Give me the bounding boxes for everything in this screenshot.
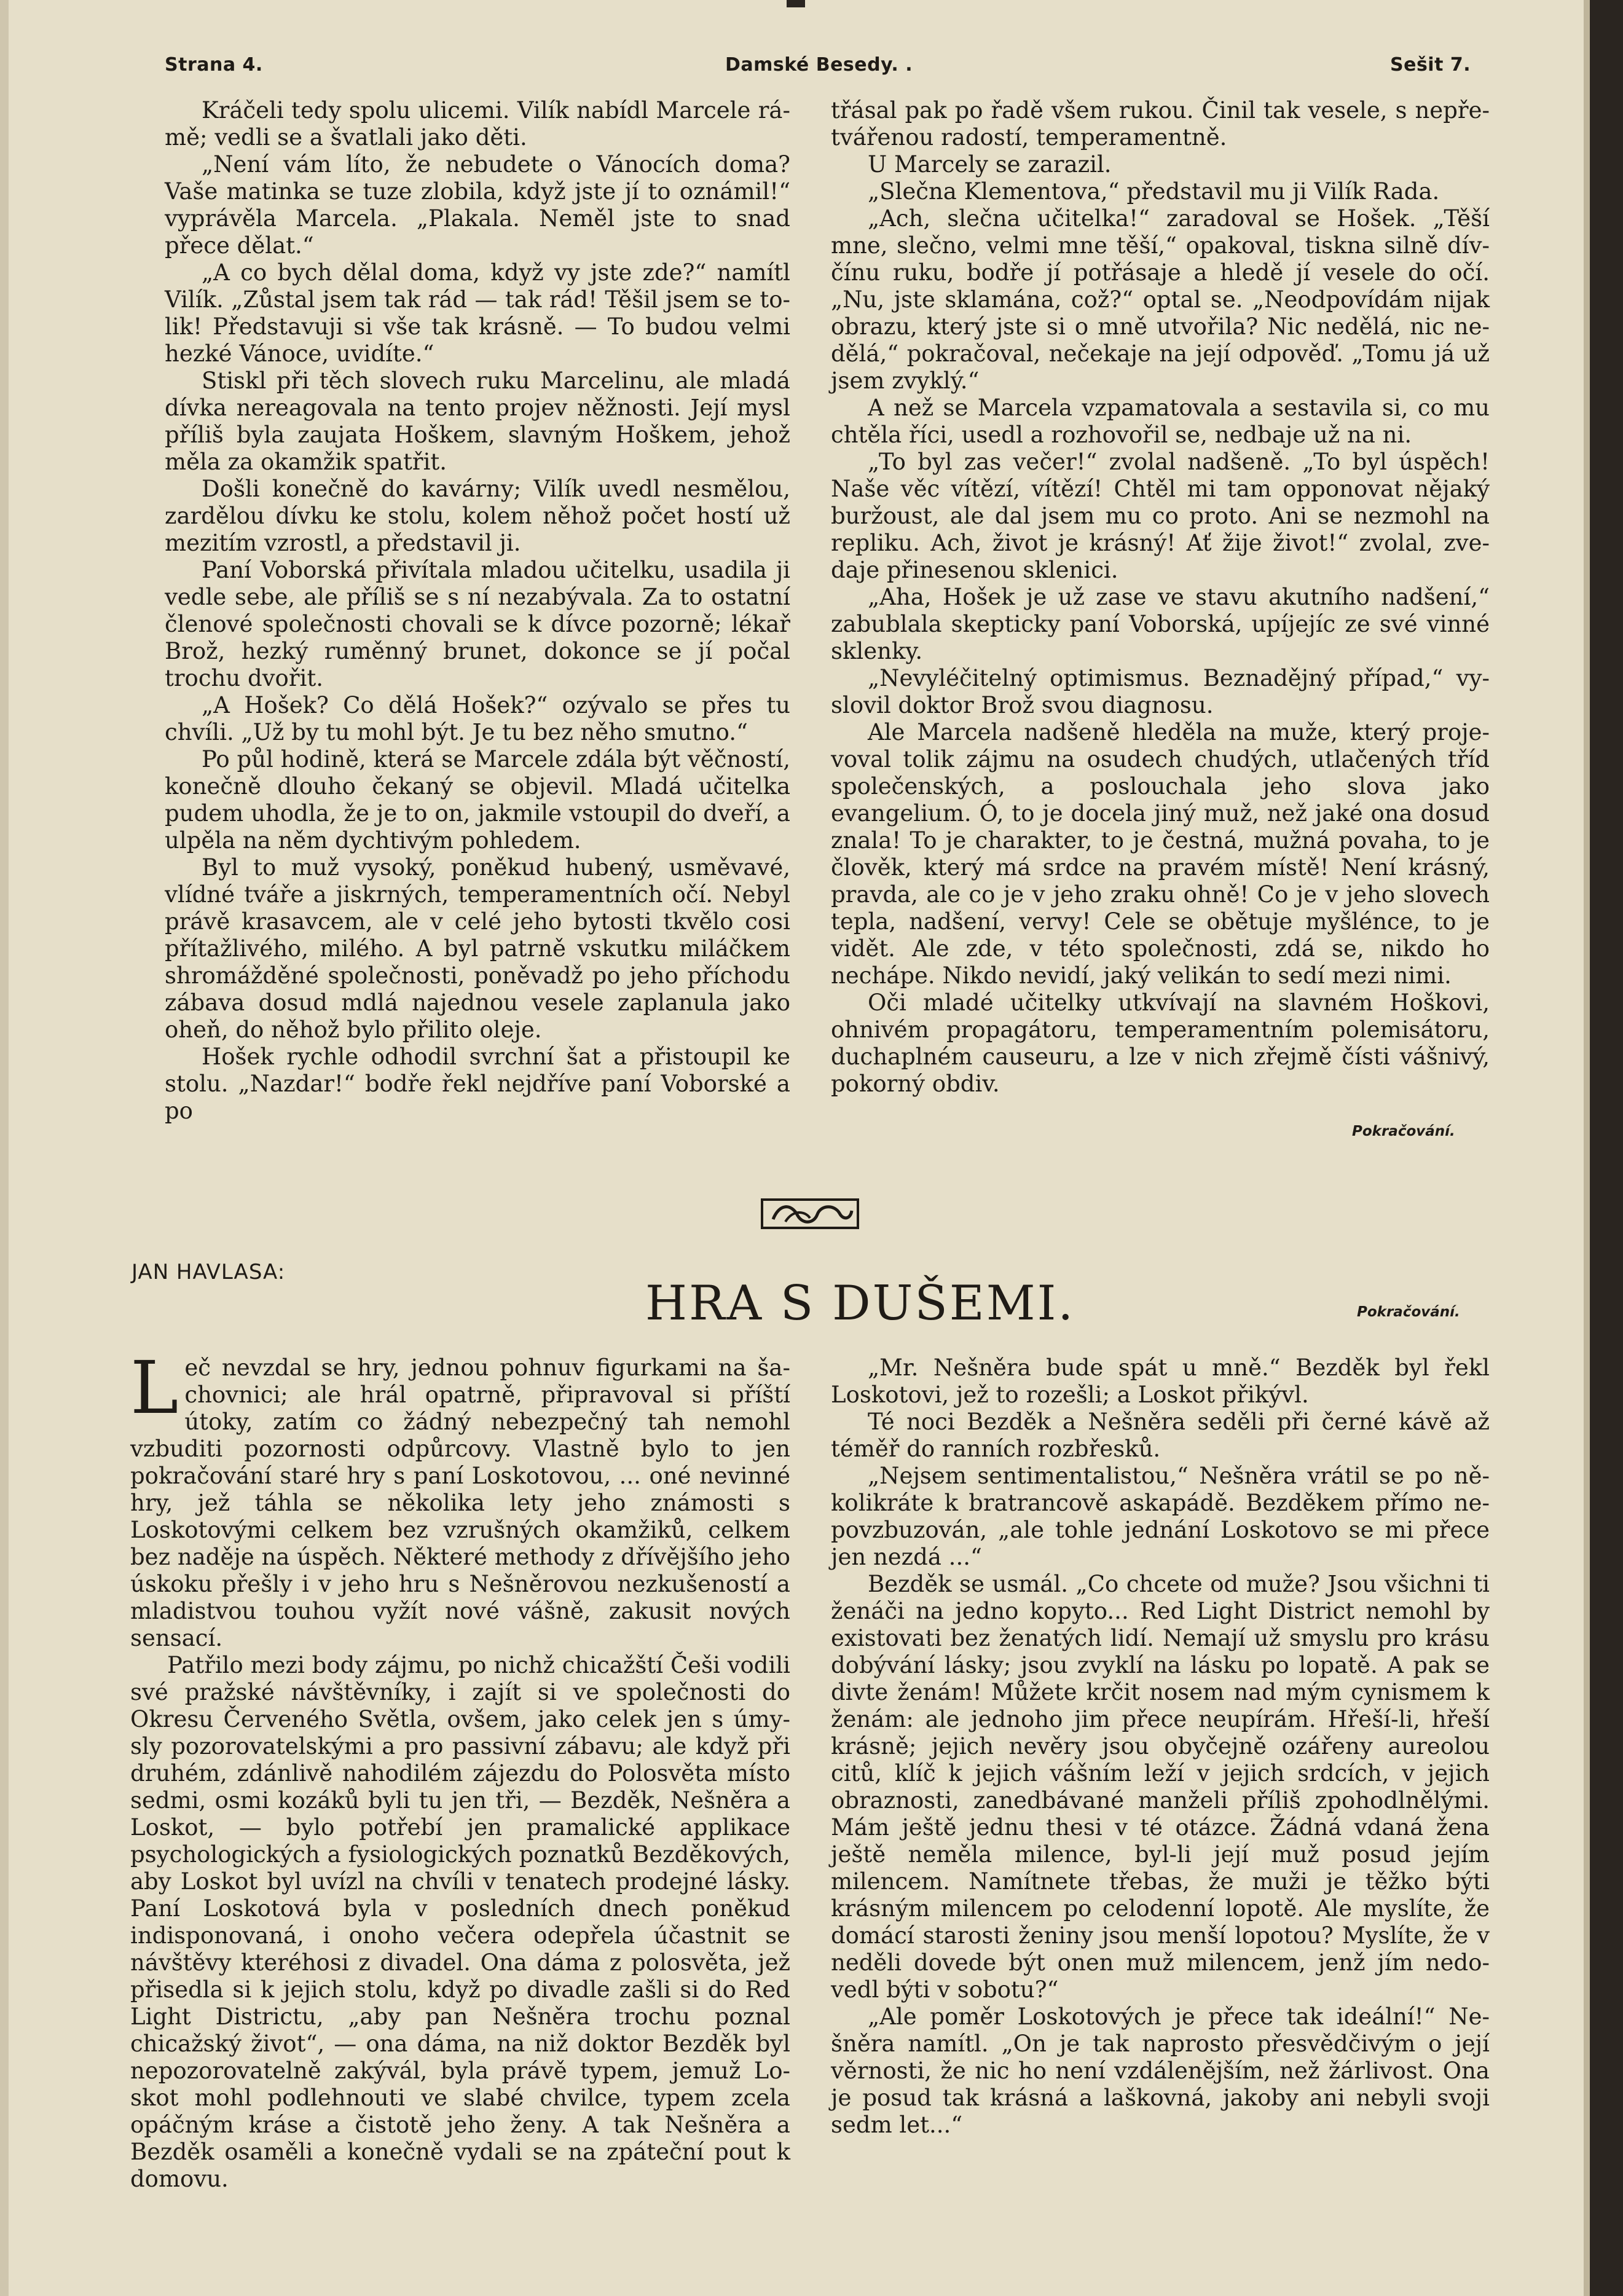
paragraph: U Marcely se zarazil. [868, 151, 1112, 178]
top-story-column-1 [165, 97, 790, 1125]
paragraph: „Ale poměr Loskotových je přece tak ideální!“ Nešněra namítl. „On je tak naprosto přesvědčivým o její věrnosti, že nic ho není vzdálenějším, než žárlivost. Ona je posud tak krásná a laškovná, jakoby ani nebyli svoji sedm let...“ [831, 2003, 1490, 2138]
issue-number: Sešit 7. [1390, 54, 1471, 76]
paragraph: „Mr. Nešněra bude spát u mně.“ Bezděk byl řekl Loskotovi, jež to rozešli; a Loskot přikývl. [831, 1354, 1490, 1408]
paragraph: A než se Marcela vzpamatovala a sestavila si, co mu chtěla říci, usedl a rozhovořil se, nedbaje už na ni. [831, 395, 1490, 448]
paragraph: „Aha, Hošek je už zase ve stavu akutního nadšení,“ zabublala skepticky paní Voborská, upíjejíc ze své vinné sklenky. [831, 584, 1490, 664]
paragraph: „Slečna Klementova,“ představil mu ji Vilík Rada. [868, 178, 1440, 205]
paragraph: Stiskl při těch slovech ruku Marcelinu, ale mladá dívka nereagovala na tento projev něžnosti. Její mysl příliš byla zaujata Hoškem, slavným Hoškem, jehož měla za okamžik spatřit. [165, 368, 790, 475]
decorative-divider-icon [761, 1197, 859, 1230]
paragraph: „To byl zas večer!“ zvolal nadšeně. „To byl úspěch! Naše věc vítězí, vítězí! Chtěl mi tam opponovat nějaký buržoust, ale dal jsem mu co proto. Ani se nezmohl na repliku. Ach, život je krásný! Ať žije život!“ zvolal, zvedaje přinesenou sklenici. [831, 449, 1490, 583]
scan-left-edge [0, 0, 9, 2296]
paragraph: Byl to muž vysoký, poněkud hubený, usměvavé, vlídné tváře a jiskrných, temperamentních očí. Nebyl právě krasavcem, ale v celé jeho bytosti tkvělo cosi přítažlivého, milého. A byl patrně vskutku miláčkem shromážděné společnosti, poněvadž po jeho příchodu zábava dosud mdlá najednou vesele zaplanula jako oheň, do něhož bylo přilito oleje. [165, 854, 790, 1043]
paragraph: třásal pak po řadě všem rukou. Činil tak vesele, s nepřetvářenou radostí, temperamentně. [831, 97, 1490, 151]
paragraph: Paní Voborská přivítala mladou učitelku, usadila ji vedle sebe, ale příliš se s ní nezabývala. Za to ostatní členové společnosti chovali se k dívce pozorně; lékař Brož, hezký ruměnný brunet, dokonce se jí počal trochu dvořit. [165, 557, 790, 691]
story-column-1 [130, 1345, 790, 2193]
paragraph [130, 1345, 790, 1652]
page-number: Strana 4. [165, 54, 263, 76]
paragraph: Té noci Bezděk a Nešněra seděli při černé kávě až téměř do ranních rozbřesků. [831, 1409, 1490, 1462]
paragraph: „Nevyléčitelný optimismus. Beznadějný případ,“ vyslovil doktor Brož svou diagnosu. [831, 665, 1490, 718]
continued-note: Pokračování. [1352, 1123, 1455, 1139]
scan-right-edge [1590, 0, 1623, 2296]
paragraph: Bezděk se usmál. „Co chcete od muže? Jsou všichni ti ženáči na jedno kopyto... Red Light District nemohl by existovati bez ženatých lidí. Nemají už smyslu pro krásu dobývání lásky; jsou zvyklí na lásku po lopatě. A pak se divte ženám! Můžete krčit nosem nad mým cynismem k ženám: ale jednoho jim přece neupírám. Hřeší-li, hřeší krásně; jejich nevěry jsou obyčejně ozářeny aureolou citů, klíč k jejich vášním leží v jejich srdcích, v jejich obraznosti, zanedbávané manželi příliš zpohodlnělými. Mám ještě jednu thesi v té otázce. Žádná vdaná žena ještě neměla milence, byl-li její muž posud jejím milencem. Namítnete třebas, že muži je těžko býti krásným milencem po celodenní lopotě. Ale myslíte, že domácí starosti ženiny jsou menší lopotou? Myslíte, že v neděli dovede být onen muž milencem, jenž jím nedovedl býti v sobotu?“ [831, 1571, 1490, 2003]
paragraph: „Nejsem sentimentalistou,“ Nešněra vrátil se po několikráte k bratrancově askapádě. Bezděkem přímo nepovzbuzován, „ale tohle jednání Loskotovo se mi přece jen nezdá ...“ [831, 1463, 1490, 1570]
paragraph: Oči mladé učitelky utkvívají na slavném Hoškovi, ohnivém propagátoru, temperamentním polemisátoru, duchaplném causeuru, a lze v nich zřejmě čísti vášnivý, pokorný obdiv. [831, 989, 1490, 1097]
paragraph: Kráčeli tedy spolu ulicemi. Vilík nabídl Marcele rámě; vedli se a švatlali jako děti. [165, 97, 790, 151]
paragraph: „Ach, slečna učitelka!“ zaradoval se Hošek. „Těší mne, slečno, velmi mne těší,“ opakoval, tiskna silně dívčínu ruku, bodře jí potřásaje a hledě jí vesele do očí. „Nu, jste sklamána, což?“ optal se. „Neodpovídám nijak obrazu, který jste si o mně utvořila? Nic nedělá, nic nedělá,“ pokračoval, nečekaje na její odpověď. „Tomu já už jsem zvyklý.“ [831, 205, 1490, 394]
paragraph: „A co bych dělal doma, když vy jste zde?“ namítl Vilík. „Zůstal jsem tak rád — tak rád! Těšil jsem se tolik! Představuji si vše tak krásně. — To budou velmi hezké Vánoce, uvidíte.“ [165, 259, 790, 367]
paragraph: „Není vám líto, že nebudete o Vánocích doma? Vaše matinka se tuze zlobila, když jste jí to oznámil!“ vyprávěla Marcela. „Plakala. Neměl jste to snad přece dělat.“ [165, 151, 790, 259]
paragraph-text: eč nevzdal se hry, jednou pohnuv figurkami na šachovnici; ale hrál opatrně, připravoval si příští útoky, zatím co žádný nebezpečný tah nemohl vzbuditi pozornosti odpůrcovy. Vlastně bylo to jen pokračování staré hry s paní Loskotovou, ... oné nevinné hry, jež táhla se několika lety jeho známosti s Loskotovými celkem bez vzrušných okamžiků, celkem bez naděje na úspěch. Některé methody z dřívějšího jeho úskoku přešly i v jeho hru s Nešněrovou nezkušeností a mladistvou touhou vyžít nové vášně, zakusit nových sensací. [130, 1354, 790, 1651]
paragraph: Patřilo mezi body zájmu, po nichž chicažští Češi vodili své pražské návštěvníky, i zajít si ve společnosti do Okresu Červeného Světla, ovšem, jako celek jen s úmysly pozorovatelskými a pro passivní zábavu; ale když při druhém, zdánlivě nahodilém zájezdu do Polosvěta místo sedmi, osmi kozáků byli tu jen tři, — Bezděk, Nešněra a Loskot, — bylo potřebí jen pramalické applikace psychologických a fysiologických poznatků Bezděkových, aby Loskot byl uvízl na chvíli v tenatech prodejné lásky. Paní Loskotová byla v posledních dnech poněkud indisponovaná, i onoho večera odepřela účastnit se návštěvy kteréhosi z divadel. Ona dáma z polosvěta, jež přisedla si k jejich stolu, když po divadle zašli si do Red Light Districtu, „aby pan Nešněra trochu poznal chicažský život“, — ona dáma, na niž doktor Bezděk byl nepozorovatelně zakývál, byla právě typem, jemuž Loskot mohl podlehnouti ve slabé chvilce, typem zcela opáčným kráse a čistotě jeho ženy. A tak Nešněra a Bezděk osaměli a konečně vydali se na zpáteční pout k domovu. [130, 1652, 790, 2192]
paragraph: Hošek rychle odhodil svrchní šat a přistoupil ke stolu. „Nazdar!“ bodře řekl nejdříve paní Voborské a po [165, 1044, 790, 1124]
scan-right-shadow [1584, 0, 1590, 2296]
top-story-column-2 [831, 97, 1490, 1098]
paragraph: Po půl hodině, která se Marcele zdála být věčností, konečně dlouho čekaný se objevil. Mladá učitelka pudem uhodla, že je to on, jakmile vstoupil do dveří, a ulpěla na něm dychtivým pohledem. [165, 746, 790, 854]
continued-note: Pokračování. [1357, 1304, 1460, 1320]
magazine-title: Damské Besedy. . [725, 54, 913, 76]
paragraph: Ale Marcela nadšeně hleděla na muže, který projevoval tolik zájmu na osudech chudých, utlačených tříd společenských, a poslouchala jeho slova jako evangelium. Ó, to je docela jiný muž, než jaké ona dosud znala! To je charakter, to je čestná, mužná povaha, to je člověk, který má srdce na pravém místě! Není krásný, pravda, ale co je v jeho zraku ohně! Co je v jeho slovech tepla, nadšení, vervy! Cele se obětuje myšlénce, to je vidět. Ale zde, v této společnosti, zdá se, nikdo ho nechápe. Nikdo nevidí, jaký velikán to sedí mezi nimi. [831, 719, 1490, 989]
paragraph: „A Hošek? Co dělá Hošek?“ ozývalo se přes tu chvíli. „Už by tu mohl být. Je tu bez něho smutno.“ [165, 692, 790, 745]
scan-top-mark [787, 0, 805, 7]
story-title: HRA S DUŠEMI. [645, 1276, 1075, 1331]
story-author: JAN HAVLASA: [132, 1260, 286, 1284]
paragraph: Došli konečně do kavárny; Vilík uvedl nesmělou, zardělou dívku ke stolu, kolem něhož počet hostí už mezitím vzrostl, a představil ji. [165, 476, 790, 556]
drop-cap: L [130, 1345, 179, 1430]
story-column-2 [831, 1354, 1490, 2139]
